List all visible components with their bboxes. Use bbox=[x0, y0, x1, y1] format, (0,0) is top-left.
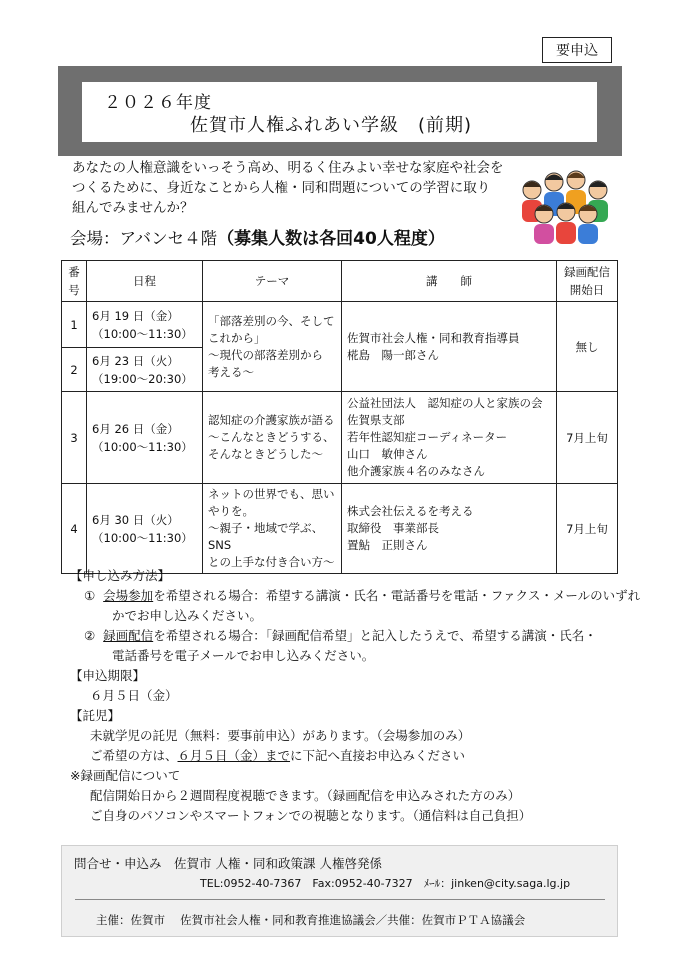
footer-divider bbox=[75, 899, 605, 900]
row-date: 6月 30 日（火） （10:00～11:30） bbox=[87, 484, 203, 574]
childcare-line-2: ご希望の方は、６月５日（金）までに下記へ直接お申込みください bbox=[90, 748, 466, 763]
row-number: 3 bbox=[62, 392, 87, 484]
group-people-illustration bbox=[510, 160, 618, 246]
table-header-row bbox=[62, 261, 618, 302]
row-theme: ネットの世界でも、思い やりを。 ～親子・地域で学ぶ、SNS との上手な付き合い方～ bbox=[203, 484, 342, 574]
childcare-heading: 【託児】 bbox=[70, 708, 121, 723]
recording-line-1: 配信開始日から２週間程度視聴できます。（録画配信を申込みされた方のみ） bbox=[90, 788, 521, 803]
capacity-note: （募集人数は各回40人程度） bbox=[217, 229, 445, 249]
row-recording-start: 無し bbox=[557, 302, 618, 392]
header-lecturer: 講 師 bbox=[342, 261, 557, 302]
table-row bbox=[62, 302, 618, 348]
row-date: 6月 26 日（金） （10:00～11:30） bbox=[87, 392, 203, 484]
intro-line: 組んでみませんか？ bbox=[72, 200, 194, 216]
intro-line: つくるために、身近なことから人権・同和問題についての学習に取り bbox=[72, 180, 491, 196]
childcare-line-1: 未就学児の託児（無料：要事前申込）があります。（会場参加のみ） bbox=[90, 728, 471, 743]
recording-heading: ※録画配信について bbox=[70, 768, 181, 783]
contact-phones: TEL:0952-40-7367 Fax:0952-40-7327 ﾒｰﾙ：jinken@city.saga.lg.jp bbox=[200, 877, 571, 890]
row-theme: 「部落差別の今、そして これから」 ～現代の部落差別から 考える～ bbox=[203, 302, 342, 392]
header-recording-start: 録画配信 開始日 bbox=[557, 261, 618, 302]
schedule-table bbox=[61, 260, 618, 574]
page-title: 佐賀市人権ふれあい学級 (前期) bbox=[190, 115, 473, 136]
table-row bbox=[62, 392, 618, 484]
header-theme: テーマ bbox=[203, 261, 342, 302]
row-theme: 認知症の介護家族が語る ～こんなときどうする、 そんなときどうした～ bbox=[203, 392, 342, 484]
venue-label: 会場：アバンセ４階 bbox=[70, 229, 218, 248]
table-row bbox=[62, 484, 618, 574]
row-lecturer: 公益社団法人 認知症の人と家族の会 佐賀県支部 若年性認知症コーディネーター 山口 敏伸さん 他介護家族４名のみなさん bbox=[342, 392, 557, 484]
person-icon bbox=[534, 205, 554, 244]
apply-item-1: ① 会場参加を希望される場合：希望する講演・氏名・電話番号を電話・ファクス・メールのいずれ bbox=[84, 588, 641, 603]
recording-line-2: ご自身のパソコンやスマートフォンでの視聴となります。（通信料は自己負担） bbox=[90, 808, 532, 823]
row-number: 2 bbox=[62, 348, 87, 392]
deadline-value: ６月５日（金） bbox=[90, 688, 178, 703]
apply-item-2: ② 録画配信を希望される場合：「録画配信希望」と記入したうえで、希望する講演・氏名・ bbox=[84, 628, 597, 643]
header-number: 番 号 bbox=[62, 261, 87, 302]
row-date: 6月 23 日（火） （19:00～20:30） bbox=[87, 348, 203, 392]
row-number: 4 bbox=[62, 484, 87, 574]
contact-line: 問合せ・申込み 佐賀市 人権・同和政策課 人権啓発係 bbox=[74, 856, 382, 871]
row-recording-start: 7月上旬 bbox=[557, 484, 618, 574]
apply-heading: 【申し込み方法】 bbox=[70, 568, 171, 583]
venue-line bbox=[70, 224, 445, 249]
details-section bbox=[70, 566, 650, 826]
row-recording-start: 7月上旬 bbox=[557, 392, 618, 484]
intro-line: あなたの人権意識をいっそう高め、明るく住みよい幸せな家庭や社会を bbox=[72, 160, 504, 176]
row-number: 1 bbox=[62, 302, 87, 348]
row-lecturer: 佐賀市社会人権・同和教育指導員 椛島 陽一郎さん bbox=[342, 302, 557, 392]
deadline-heading: 【申込期限】 bbox=[70, 668, 146, 683]
row-lecturer: 株式会社伝えるを考える 取締役 事業部長 置鮎 正則さん bbox=[342, 484, 557, 574]
person-icon bbox=[556, 203, 576, 244]
apply-required-badge: 要申込 bbox=[542, 37, 612, 63]
organizers-line: 主催：佐賀市 佐賀市社会人権・同和教育推進協議会／共催：佐賀市ＰＴＡ協議会 bbox=[96, 913, 526, 927]
row-date: 6月 19 日（金） （10:00～11:30） bbox=[87, 302, 203, 348]
person-icon bbox=[578, 205, 598, 244]
apply-item-1-cont: かでお申し込みください。 bbox=[112, 608, 263, 623]
intro-text bbox=[72, 158, 522, 218]
title-year: ２０２６年度 bbox=[104, 93, 212, 113]
apply-item-2-cont: 電話番号を電子メールでお申し込みください。 bbox=[112, 648, 375, 663]
header-date: 日程 bbox=[87, 261, 203, 302]
